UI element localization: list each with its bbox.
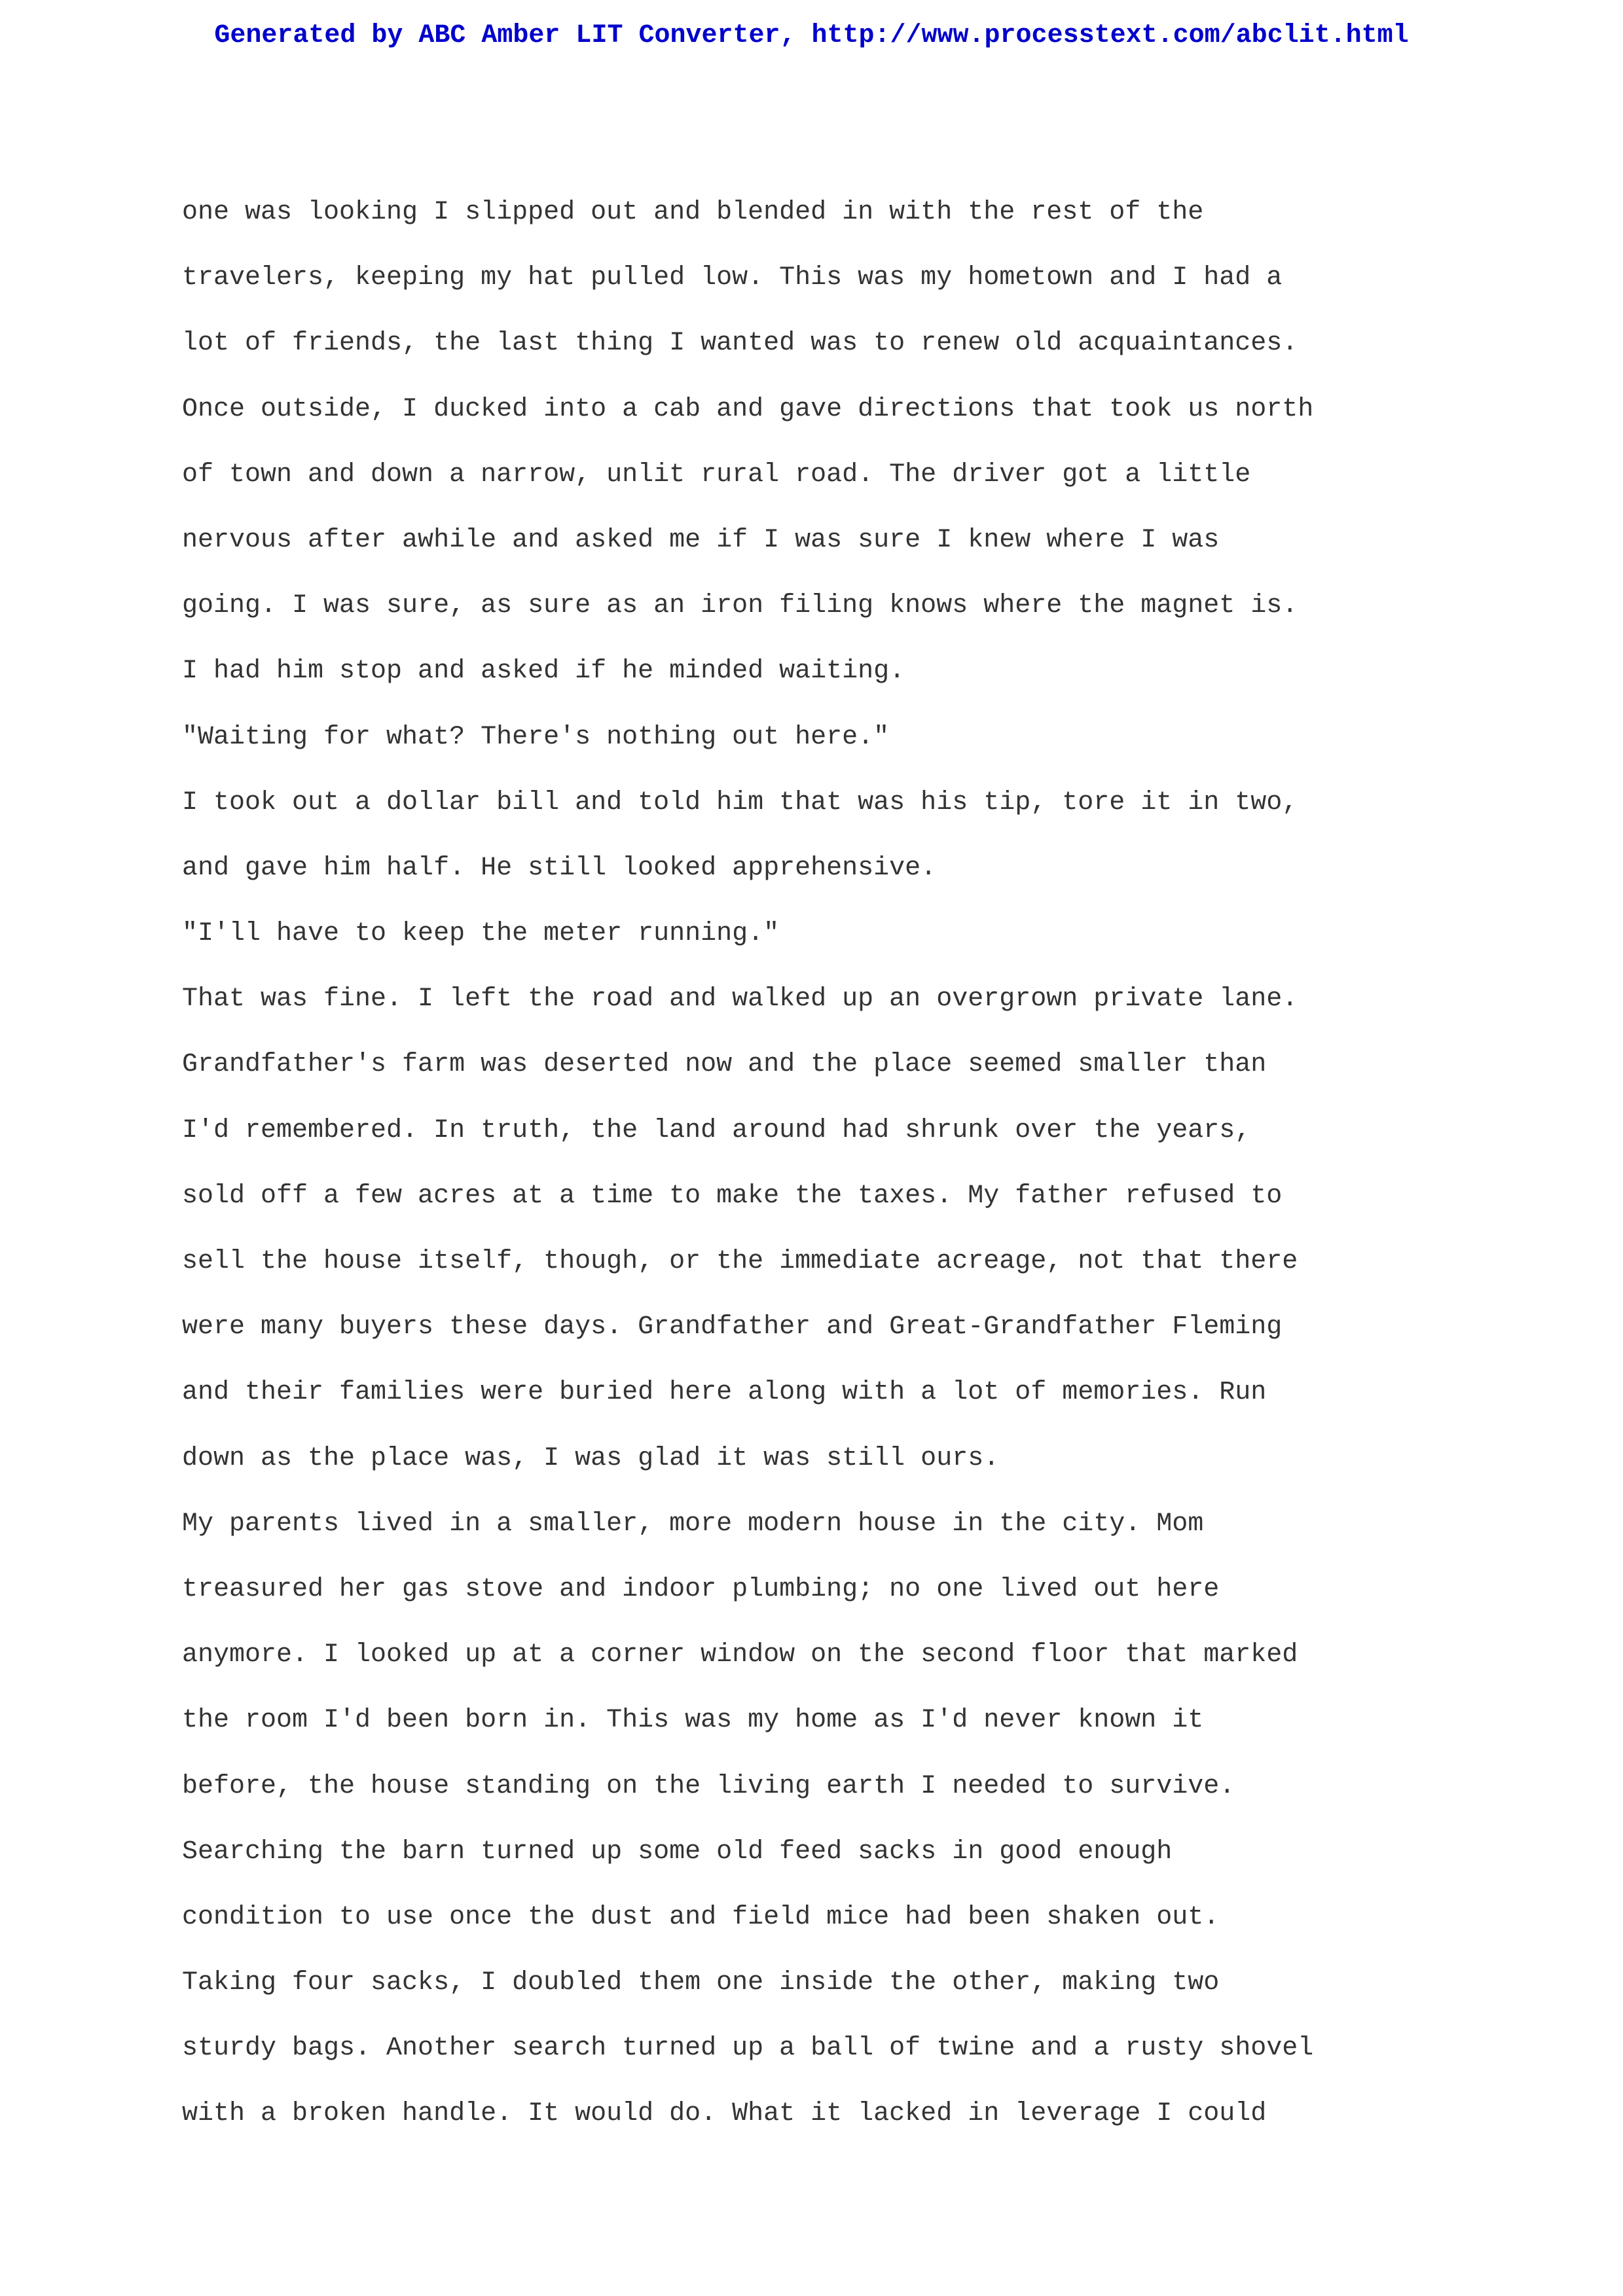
text-line: Searching the barn turned up some old feed sacks in good enough bbox=[182, 1837, 1173, 1867]
text-line: sturdy bags. Another search turned up a ball of twine and a rusty shovel bbox=[182, 2034, 1314, 2064]
converter-link[interactable]: http://www.processtext.com/abclit.html bbox=[811, 21, 1409, 50]
text-line: "I'll have to keep the meter running." bbox=[182, 919, 780, 949]
converter-header bbox=[0, 13, 1623, 59]
text-line: Grandfather's farm was deserted now and the place seemed smaller than bbox=[182, 1050, 1267, 1080]
text-line: were many buyers these days. Grandfather and Great-Grandfather Fleming bbox=[182, 1312, 1283, 1342]
text-line: nervous after awhile and asked me if I was sure I knew where I was bbox=[182, 525, 1220, 555]
text-line: lot of friends, the last thing I wanted was to renew old acquaintances. bbox=[182, 329, 1298, 359]
text-line: one was looking I slipped out and blended in with the rest of the bbox=[182, 198, 1204, 227]
text-line: I had him stop and asked if he minded waiting. bbox=[182, 656, 905, 687]
text-line: anymore. I looked up at a corner window on the second floor that marked bbox=[182, 1640, 1298, 1670]
text-line: My parents lived in a smaller, more modern house in the city. Mom bbox=[182, 1509, 1204, 1539]
text-line: "Waiting for what? There's nothing out here." bbox=[182, 722, 890, 752]
text-line: of town and down a narrow, unlit rural road. The driver got a little bbox=[182, 459, 1251, 490]
text-line: and their families were buried here along with a lot of memories. Run bbox=[182, 1378, 1267, 1408]
text-line: Once outside, I ducked into a cab and gave directions that took us north bbox=[182, 394, 1314, 424]
text-line: treasured her gas stove and indoor plumbing; no one lived out here bbox=[182, 1574, 1220, 1604]
text-line: I'd remembered. In truth, the land around had shrunk over the years, bbox=[182, 1115, 1251, 1145]
text-line: before, the house standing on the living earth I needed to survive. bbox=[182, 1771, 1235, 1801]
text-line: That was fine. I left the road and walked up an overgrown private lane. bbox=[182, 984, 1298, 1014]
header-prefix: Generated by ABC Amber LIT Converter, bbox=[214, 21, 812, 50]
text-line: Taking four sacks, I doubled them one inside the other, making two bbox=[182, 1968, 1220, 1998]
text-line: sold off a few acres at a time to make the taxes. My father refused to bbox=[182, 1181, 1283, 1211]
page-body bbox=[182, 180, 1570, 2147]
text-line: condition to use once the dust and field mice had been shaken out. bbox=[182, 1902, 1220, 1932]
text-line: with a broken handle. It would do. What it lacked in leverage I could bbox=[182, 2099, 1267, 2129]
text-line: sell the house itself, though, or the immediate acreage, not that there bbox=[182, 1247, 1298, 1276]
text-line: the room I'd been born in. This was my home as I'd never known it bbox=[182, 1706, 1204, 1736]
text-line: down as the place was, I was glad it was still ours. bbox=[182, 1443, 1000, 1473]
text-line: I took out a dollar bill and told him that was his tip, tore it in two, bbox=[182, 787, 1298, 817]
text-line: travelers, keeping my hat pulled low. This was my hometown and I had a bbox=[182, 263, 1283, 293]
text-line: going. I was sure, as sure as an iron filing knows where the magnet is. bbox=[182, 591, 1298, 621]
text-line: and gave him half. He still looked apprehensive. bbox=[182, 853, 937, 883]
